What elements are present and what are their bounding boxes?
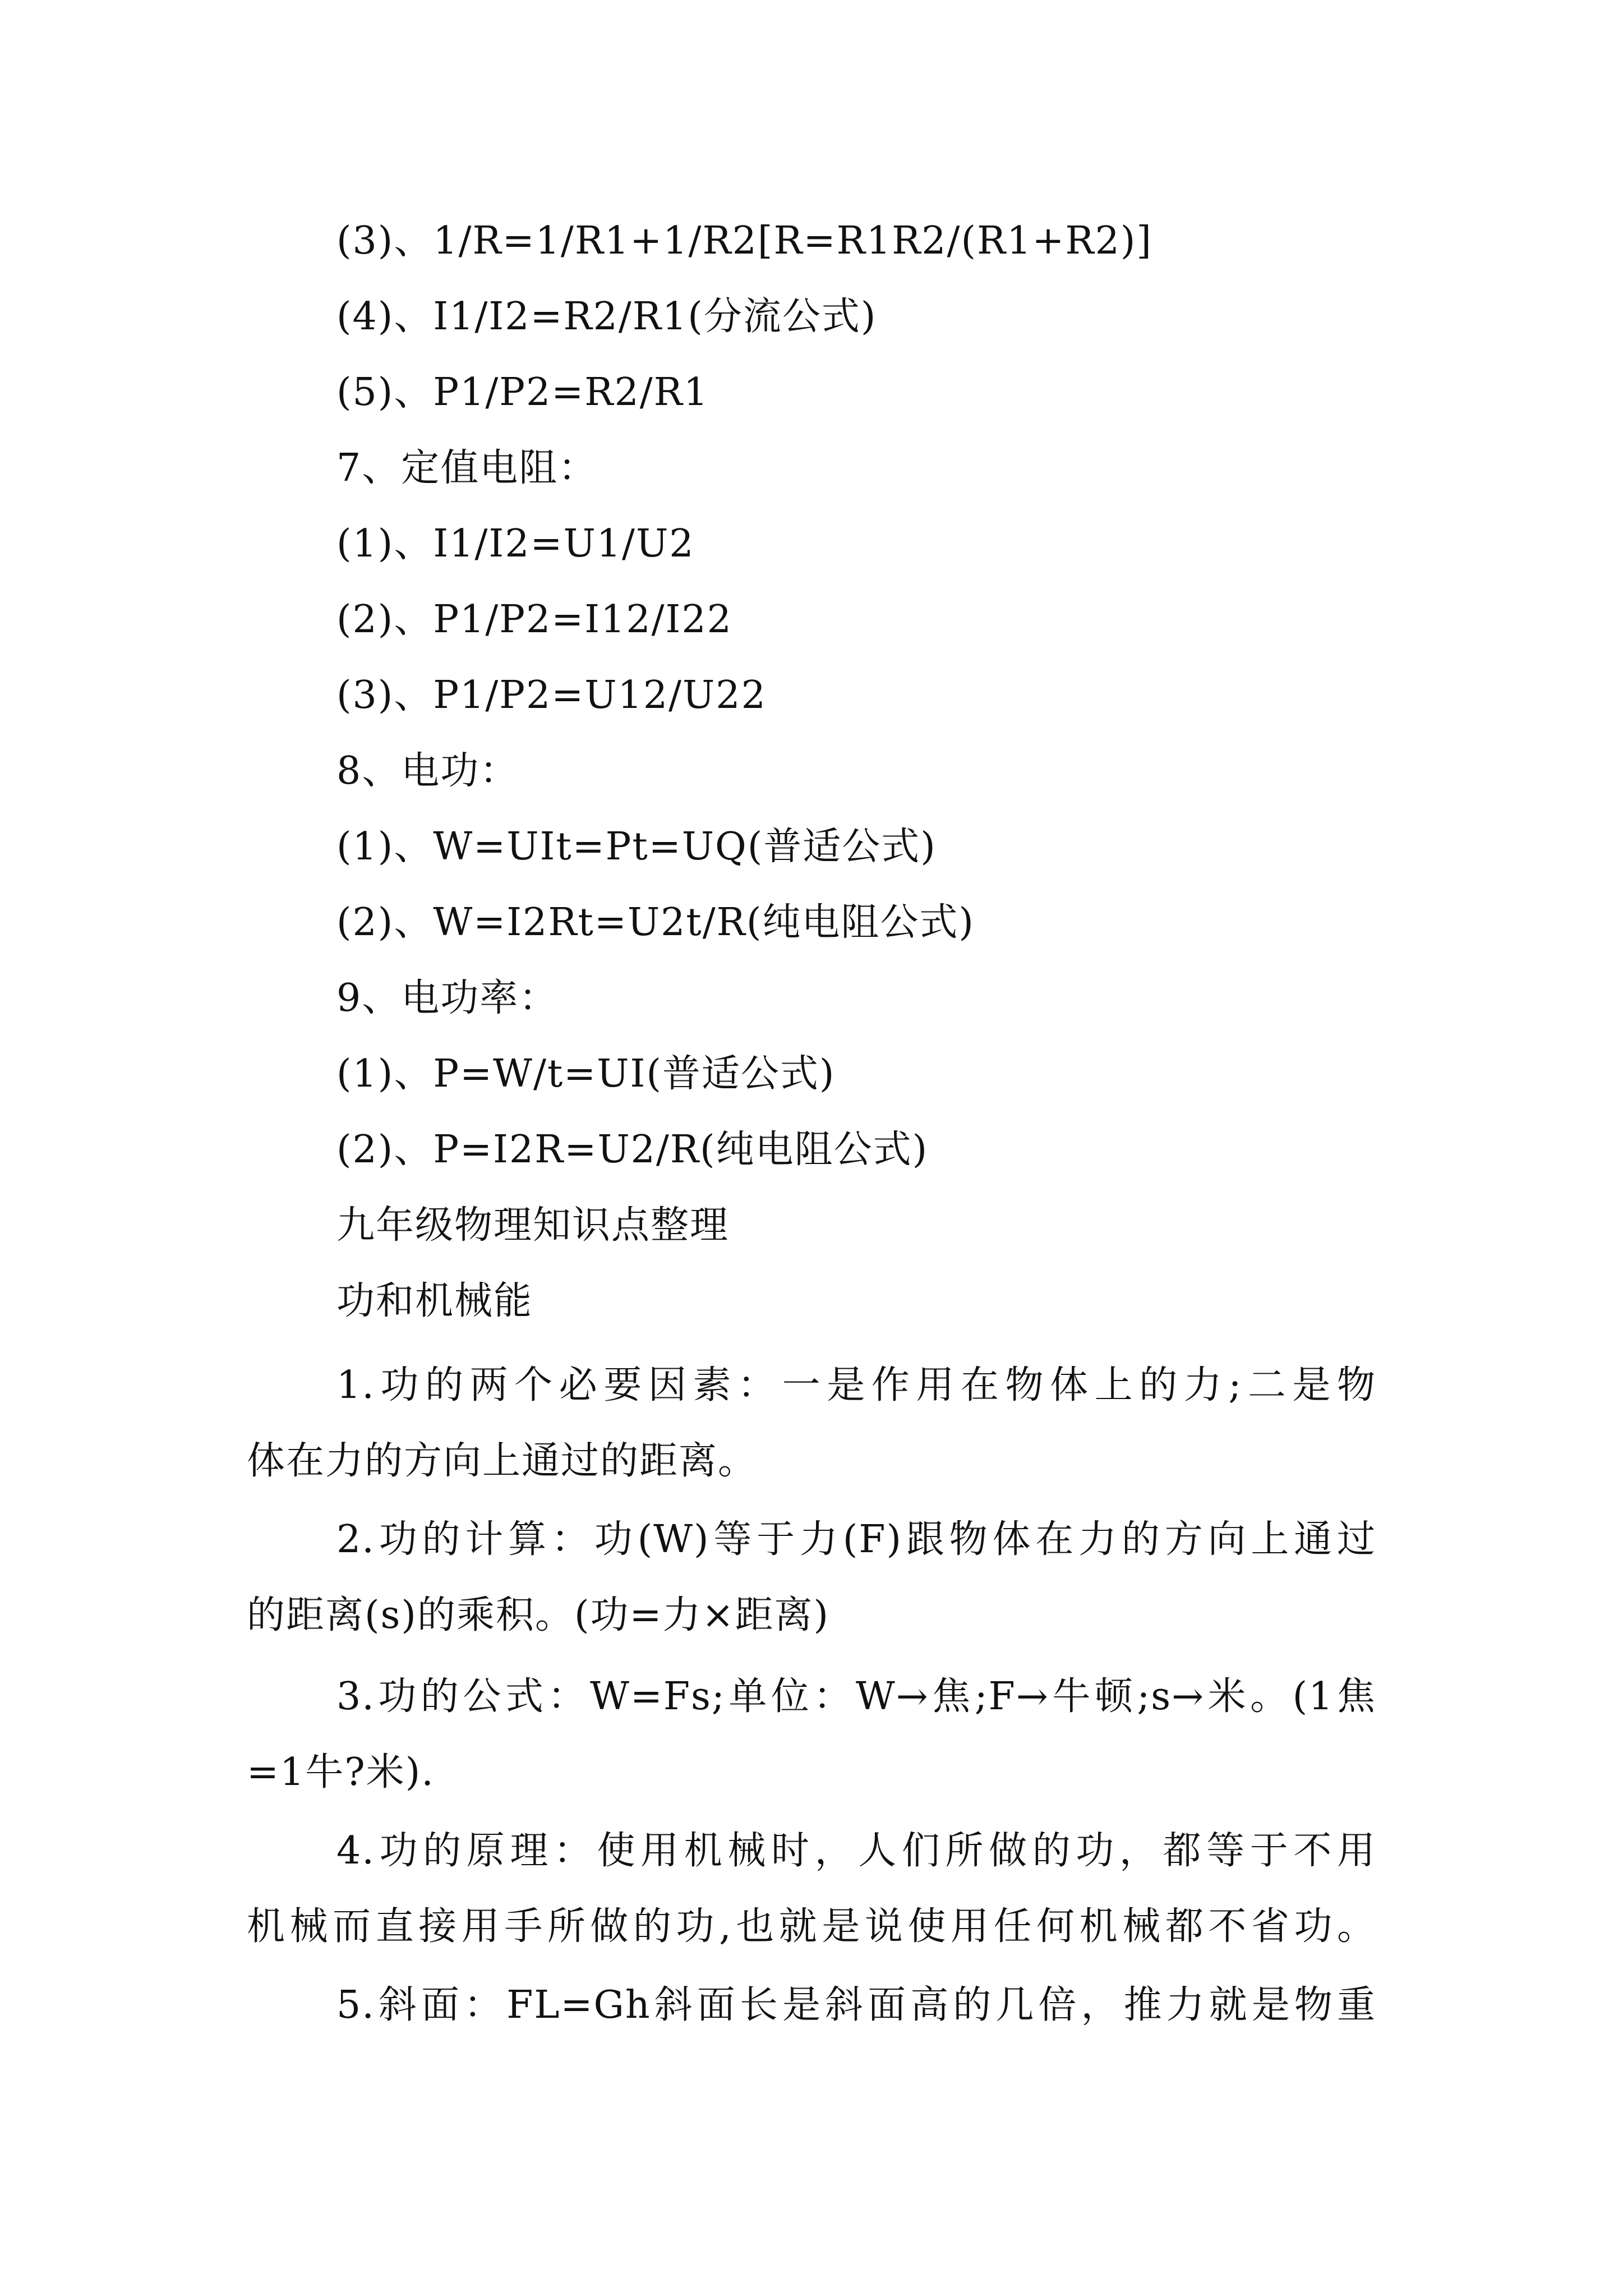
formula-line: (2)、P=I2R=U2/R(纯电阻公式) [336, 1128, 929, 1172]
formula-line: (2)、P1/P2=I12/I22 [336, 597, 732, 642]
paragraph-3-line-1: 3.功的公式：W=Fs;单位：W→焦;F→牛顿;s→米。(1焦 [336, 1674, 1376, 1719]
section-heading: 7、定值电阻： [336, 446, 598, 490]
paragraph-2-line-1: 2.功的计算：功(W)等于力(F)跟物体在力的方向上通过 [336, 1517, 1376, 1562]
paragraph-5-line-1: 5.斜面：FL=Gh斜面长是斜面高的几倍，推力就是物重 [336, 1983, 1376, 2027]
formula-line: (3)、1/R=1/R1+1/R2[R=R1R2/(R1+R2)] [336, 219, 1152, 263]
paragraph-4-line-1: 4.功的原理：使用机械时，人们所做的功，都等于不用 [336, 1829, 1376, 1873]
paragraph-1-line-2: 体在力的方向上通过的距离。 [247, 1439, 758, 1483]
section-heading: 8、电功： [336, 749, 519, 793]
paragraph-2-line-2: 的距离(s)的乘积。(功=力×距离) [247, 1593, 829, 1637]
chapter-heading: 功和机械能 [336, 1279, 533, 1323]
formula-line: (2)、W=I2Rt=U2t/R(纯电阻公式) [336, 900, 975, 945]
paragraph-1-line-1: 1.功的两个必要因素：一是作用在物体上的力;二是物 [336, 1363, 1376, 1407]
document-title: 九年级物理知识点整理 [336, 1203, 730, 1248]
formula-line: (1)、W=UIt=Pt=UQ(普适公式) [336, 825, 937, 869]
formula-line: (3)、P1/P2=U12/U22 [336, 673, 767, 717]
formula-line: (1)、P=W/t=UI(普适公式) [336, 1052, 836, 1096]
paragraph-4-line-2: 机械而直接用手所做的功,也就是说使用任何机械都不省功。 [247, 1904, 1376, 1949]
formula-line: (4)、I1/I2=R2/R1(分流公式) [336, 295, 877, 339]
section-heading: 9、电功率： [336, 976, 559, 1020]
formula-line: (1)、I1/I2=U1/U2 [336, 522, 695, 566]
formula-line: (5)、P1/P2=R2/R1 [336, 370, 709, 415]
paragraph-3-line-2: =1牛?米). [247, 1750, 435, 1795]
